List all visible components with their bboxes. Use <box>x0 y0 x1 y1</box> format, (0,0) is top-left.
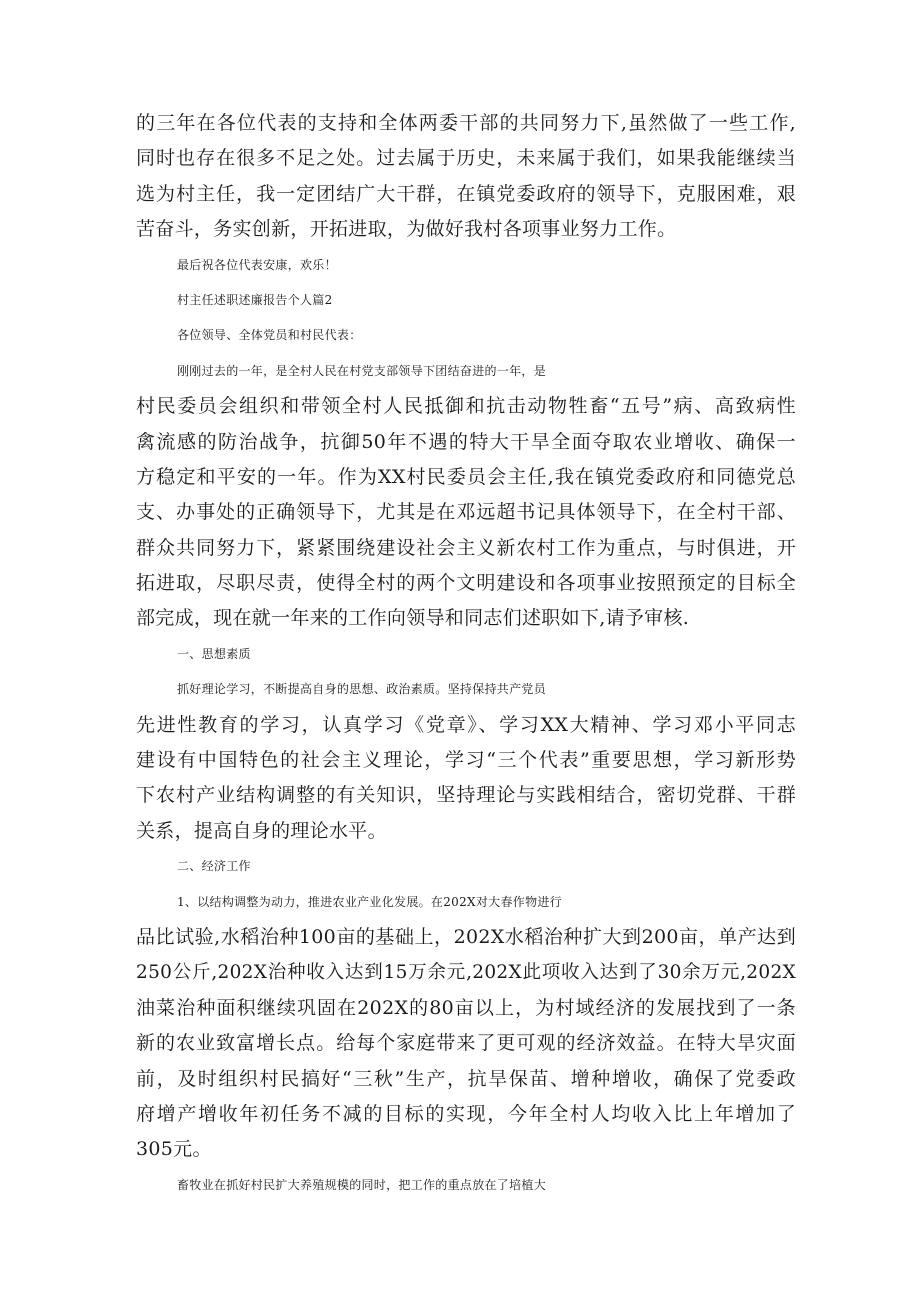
text-line: 二、经济工作 <box>177 859 251 874</box>
text-line: 各位领导、全体党员和村民代表： <box>177 328 362 343</box>
text-line: 村民委员会组织和带领全村人民抵御和抗击动物牲畜“五号”病、高致病性 <box>136 395 796 418</box>
text-line: 1、以结构调整为动力，推进农业产业化发展。在202X对大春作物进行 <box>177 894 562 909</box>
text-line: 府增产增收年初任务不减的目标的实现，今年全村人均收入比上年增加了 <box>136 1102 796 1125</box>
text-line: 选为村主任，我一定团结广大干群，在镇党委政府的领导下，克服困难，艰 <box>136 182 796 205</box>
text-line: 新的农业致富增长点。给每个家庭带来了更可观的经济效益。在特大旱灾面 <box>136 1032 796 1055</box>
text-line: 油菜治种面积继续巩固在202X的80亩以上，为村域经济的发展找到了一条 <box>136 996 796 1019</box>
document-body <box>136 106 796 1203</box>
text-line: 关系，提高自身的理论水平。 <box>136 819 387 842</box>
text-line: 最后祝各位代表安康，欢乐！ <box>177 257 337 272</box>
text-line: 先进性教育的学习，认真学习《党章》、学习XX大精神、学习邓小平同志 <box>136 713 796 736</box>
text-line: 品比试验,水稻治种100亩的基础上，202X水稻治种扩大到200亩，单产达到 <box>136 925 796 948</box>
text-line: 部完成，现在就一年来的工作向领导和同志们述职如下,请予审核. <box>136 607 690 630</box>
text-line: 的三年在各位代表的支持和全体两委干部的共同努力下,虽然做了一些工作, <box>136 112 796 134</box>
text-line: 方稳定和平安的一年。作为XX村民委员会主任,我在镇党委政府和同德党总 <box>136 465 796 488</box>
text-line: 下农村产业结构调整的有关知识，坚持理论与实践相结合，密切党群、干群 <box>136 784 796 807</box>
text-line: 305元。 <box>136 1138 212 1161</box>
text-line: 前，及时组织村民搞好“三秋”生产，抗旱保苗、增种增收，确保了党委政 <box>136 1067 796 1090</box>
text-line: 苦奋斗，务实创新，开拓进取，为做好我村各项事业努力工作。 <box>136 218 677 241</box>
text-line: 畜牧业在抓好村民扩大养殖规模的同时，把工作的重点放在了培植大 <box>177 1177 547 1192</box>
text-line: 支、办事处的正确领导下，尤其是在邓远超书记具体领导下，在全村干部、 <box>136 501 796 524</box>
text-line: 村主任述职述廉报告个人篇2 <box>177 292 333 307</box>
text-line: 刚刚过去的一年，是全村人民在村党支部领导下团结奋进的一年，是 <box>177 363 547 378</box>
text-line: 建设有中国特色的社会主义理论，学习“三个代表”重要思想，学习新形势 <box>136 749 796 772</box>
text-line: 群众共同努力下，紧紧围绕建设社会主义新农村工作为重点，与时俱进，开 <box>136 536 796 559</box>
text-line: 抓好理论学习，不断提高自身的思想、政治素质。坚持保持共产党员 <box>177 682 547 697</box>
text-line: 禽流感的防治战争，抗御50年不遇的特大干旱全面夺取农业增收、确保一 <box>136 430 796 453</box>
text-line: 同时也存在很多不足之处。过去属于历史，未来属于我们，如果我能继续当 <box>136 147 796 170</box>
text-line: 一、思想素质 <box>177 646 251 661</box>
text-line: 250公斤,202X治种收入达到15万余元,202X此项收入达到了30余万元,202X <box>136 962 796 984</box>
text-line: 拓进取，尽职尽责，使得全村的两个文明建设和各项事业按照预定的目标全 <box>136 572 796 595</box>
